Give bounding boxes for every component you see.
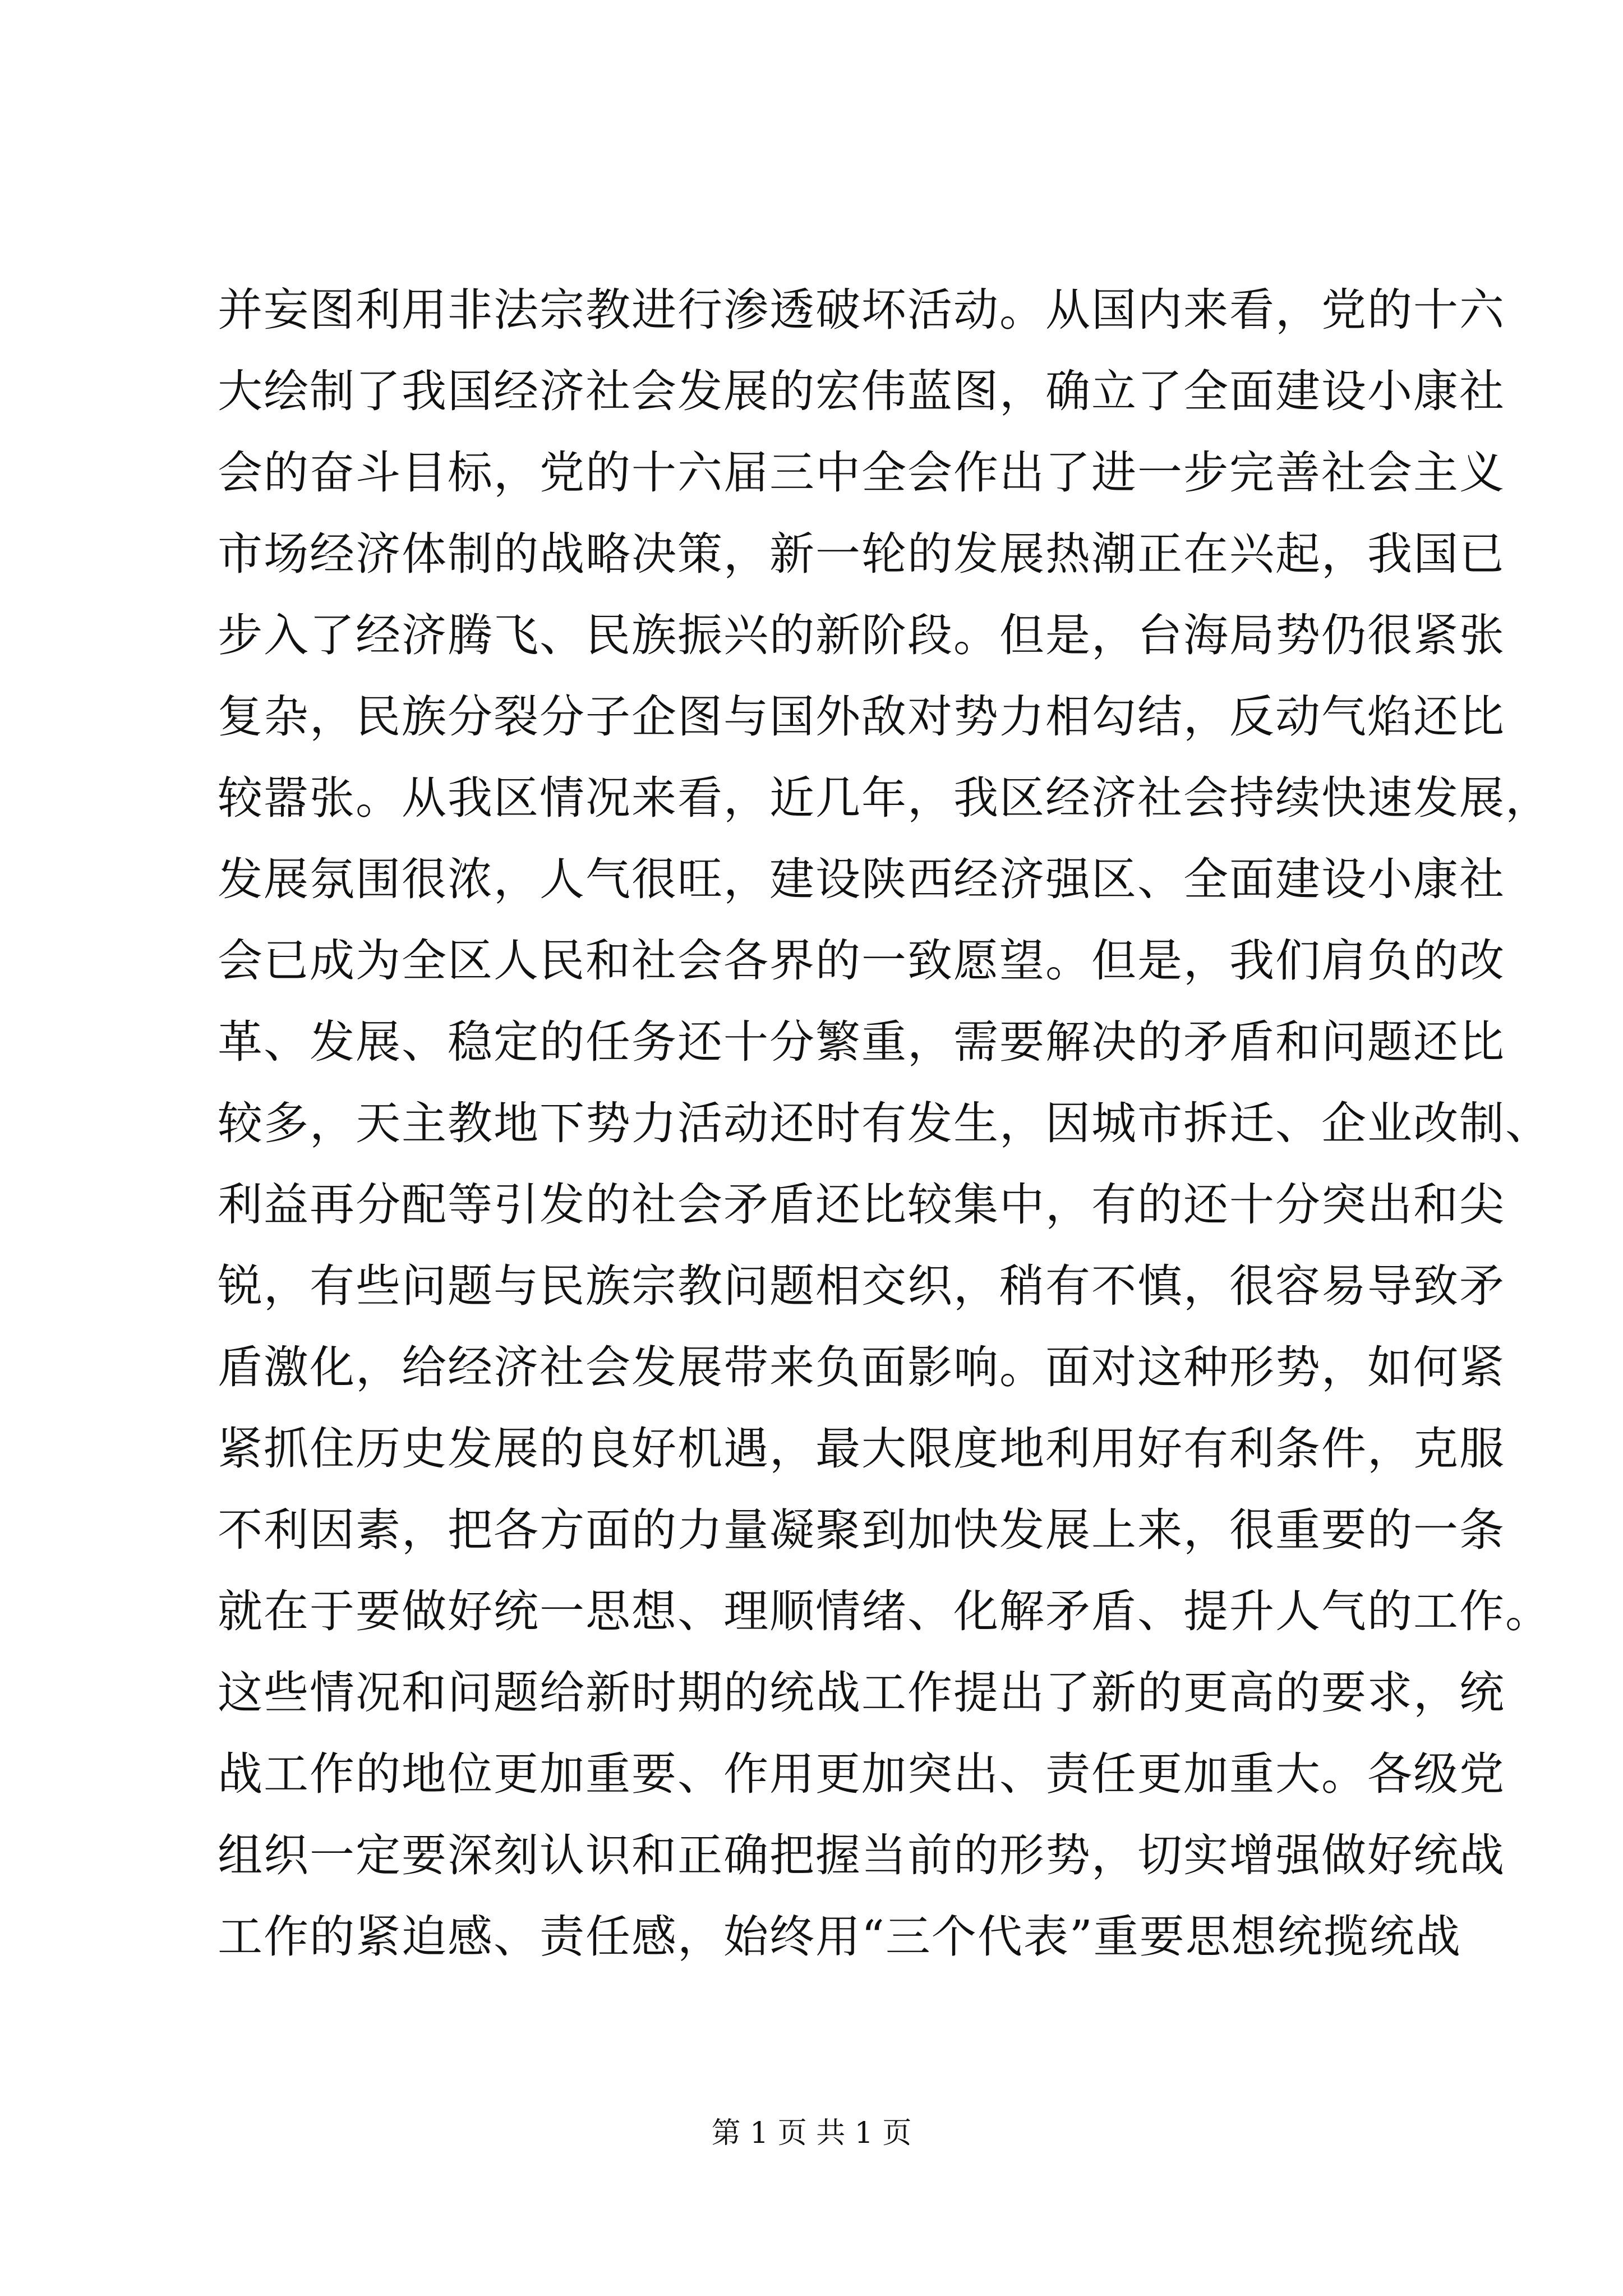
text-line: 组织一定要深刻认识和正确把握当前的形势，切实增强做好统战 bbox=[218, 1829, 1505, 1881]
text-line: 锐，有些问题与民族宗教问题相交织，稍有不慎，很容易导致矛 bbox=[218, 1260, 1505, 1312]
text-line: 战工作的地位更加重要、作用更加突出、责任更加重大。各级党 bbox=[218, 1748, 1505, 1800]
text-line: 大绘制了我国经济社会发展的宏伟蓝图，确立了全面建设小康社 bbox=[218, 365, 1505, 417]
text-line: 发展氛围很浓，人气很旺，建设陕西经济强区、全面建设小康社 bbox=[218, 853, 1505, 905]
text-line: 利益再分配等引发的社会矛盾还比较集中，有的还十分突出和尖 bbox=[218, 1179, 1505, 1231]
text-line: 紧抓住历史发展的良好机遇，最大限度地利用好有利条件，克服 bbox=[218, 1423, 1505, 1475]
text-line: 复杂，民族分裂分子企图与国外敌对势力相勾结，反动气焰还比 bbox=[218, 691, 1505, 743]
text-line: 市场经济体制的战略决策，新一轮的发展热潮正在兴起，我国已 bbox=[218, 528, 1505, 580]
text-line: 不利因素，把各方面的力量凝聚到加快发展上来，很重要的一条 bbox=[218, 1504, 1505, 1556]
text-line: 工作的紧迫感、责任感，始终用“三个代表”重要思想统揽统战 bbox=[218, 1911, 1461, 1963]
text-line: 并妄图利用非法宗教进行渗透破坏活动。从国内来看，党的十六 bbox=[218, 284, 1505, 336]
page-footer: 第 1 页 共 1 页 bbox=[711, 2116, 912, 2150]
body-text bbox=[218, 269, 1551, 1977]
text-line: 步入了经济腾飞、民族振兴的新阶段。但是，台海局势仍很紧张 bbox=[218, 609, 1505, 661]
text-line: 会已成为全区人民和社会各界的一致愿望。但是，我们肩负的改 bbox=[218, 935, 1505, 987]
text-line: 会的奋斗目标，党的十六届三中全会作出了进一步完善社会主义 bbox=[218, 447, 1505, 499]
text-line: 盾激化，给经济社会发展带来负面影响。面对这种形势，如何紧 bbox=[218, 1341, 1505, 1393]
text-line: 这些情况和问题给新时期的统战工作提出了新的更高的要求，统 bbox=[218, 1667, 1505, 1719]
text-line: 革、发展、稳定的任务还十分繁重，需要解决的矛盾和问题还比 bbox=[218, 1016, 1505, 1068]
text-line: 较多，天主教地下势力活动还时有发生，因城市拆迁、企业改制、 bbox=[218, 1097, 1551, 1149]
text-line: 就在于要做好统一思想、理顺情绪、化解矛盾、提升人气的工作。 bbox=[218, 1585, 1551, 1637]
text-line: 较嚣张。从我区情况来看，近几年，我区经济社会持续快速发展， bbox=[218, 772, 1551, 824]
